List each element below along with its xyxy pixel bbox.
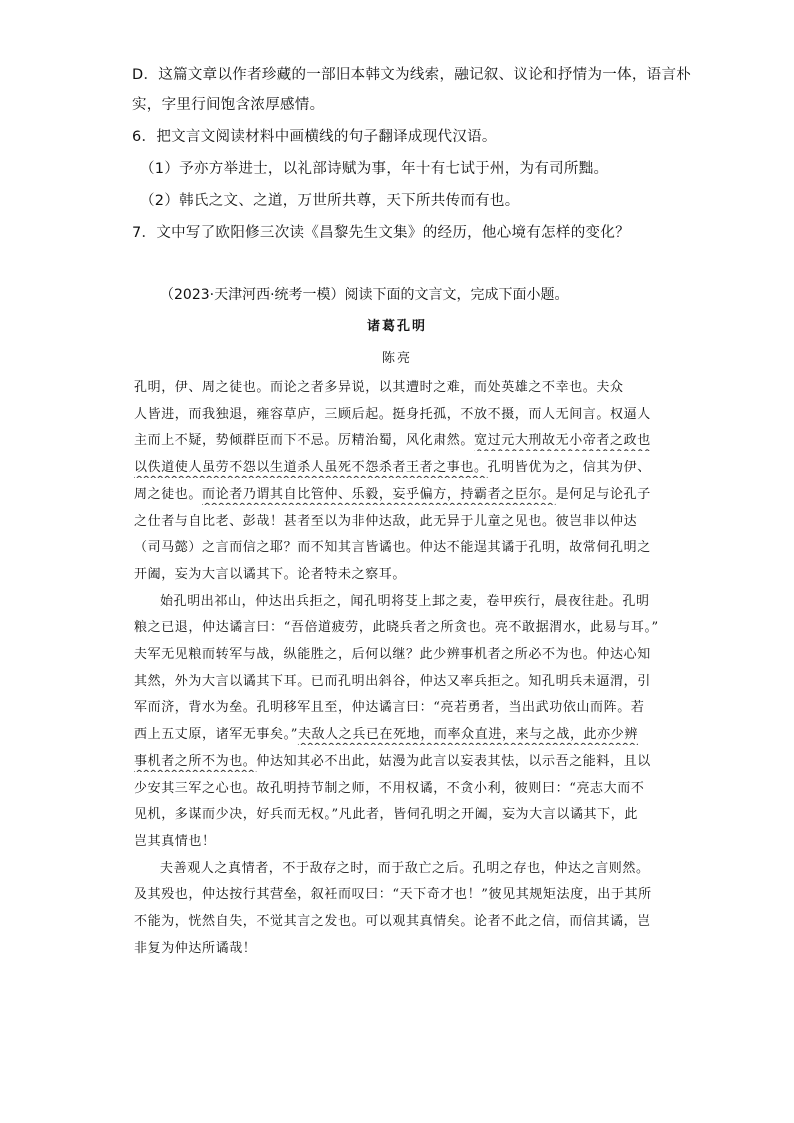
essay-line [134, 538, 664, 558]
essay-text: 非复为仲达所谲哉！ [134, 940, 257, 956]
essay-text: 夫军无见粮而转军与战，纵能胜之，后何以继？此少辨事机者之所必不为也。仲达心知 [134, 647, 651, 662]
option-d-line-1: D．这篇文章以作者珍藏的一部旧本韩文为线索，融记叙、议论和抒情为一体，语言朴 [132, 67, 692, 83]
essay-text: 开阖，妄为大言以谲其下。论者特未之察耳。 [134, 566, 407, 582]
essay-line [134, 885, 664, 905]
option-d-line-2: 实，字里行间饱含浓厚感情。 [132, 97, 325, 113]
question-6: 6．把文言文阅读材料中画横线的句子翻译成现代汉语。 [132, 129, 497, 145]
essay-text: 粮之已退，仲达谲言曰：“吾倍道疲劳，此晓兵者之所贪也。亮不敢据渭水，此易与耳。” [134, 620, 659, 636]
essay-text: 之仕者与自比老、彭哉！甚者至以为非仲达敌，此无异于儿童之见也。彼岂非以仲达 [134, 513, 638, 529]
essay-line [134, 512, 664, 532]
underlined-sentence: 夫敌人之兵已在死地，而率众直进，来与之战，此亦少辨 [297, 727, 638, 743]
essay-line [134, 458, 664, 478]
essay-text: 少安其三军之心也。故孔明持节制之师，不用权谲，不贪小利，彼则曰：“亮志大而不 [134, 780, 645, 796]
essay-text: 孔明，伊、周之徒也。而论之者多异说，以其遭时之难，而处英雄之不幸也。夫众 [134, 380, 624, 395]
question-6-part-2: （2）韩氏之文、之道，万世所共尊，天下所共传而有也。 [140, 193, 520, 209]
essay-line [134, 725, 664, 745]
question-7: 7．文中写了欧阳修三次读《昌黎先生文集》的经历，他心境有怎样的变化？ [132, 225, 630, 241]
essay-text: 孔明皆优为之，信其为伊、 [487, 460, 651, 476]
essay-line [134, 912, 664, 932]
essay-line [134, 779, 664, 799]
essay-title: 诸葛孔明 [366, 319, 427, 334]
essay-text: 军而济，背水为垒。孔明移军且至，仲达谲言曰：“亮若勇者，当出武功依山而阵。若 [134, 700, 645, 716]
essay-text: 周之徒也。 [134, 486, 203, 502]
essay-text: 及其殁也，仲达按行其营垒，叙衽而叹曰：“天下奇才也！”彼见其规矩法度，出于其所 [134, 887, 652, 903]
underlined-sentence: 以佚道使人虽劳不怨以生道杀人虽死不怨杀者王者之事也。 [134, 460, 488, 476]
essay-line [134, 939, 664, 959]
essay-text: 见机，多谋而少决，好兵而无权。”凡此者，皆伺孔明之开阖，妄为大言以谲其下，此 [134, 807, 638, 823]
essay-text: 仲达知其必不出此，姑漫为此言以妄表其怯，以示吾之能料，且以 [256, 753, 651, 769]
essay-line [134, 431, 664, 451]
passage-intro: （2023·天津河西·统考一模）阅读下面的文言文，完成下面小题。 [160, 287, 569, 303]
essay-text: （司马懿）之言而信之耶？而不知其言皆谲也。仲达不能逞其谲于孔明，故常伺孔明之 [134, 540, 651, 556]
essay-text: 是何足与论孔子 [555, 486, 651, 502]
question-6-part-1: （1）予亦方举进士，以礼部诗赋为事，年十有七试于州，为有司所黜。 [140, 161, 609, 177]
essay-text: 西上五丈原，诸军无事矣。” [134, 727, 298, 743]
essay-text: 不能为，恍然自失，不觉其言之发也。可以观其真情矣。论者不此之信，而信其谲，岂 [134, 914, 651, 929]
essay-text: 其然，外为大言以谲其下耳。已而孔明出斜谷，仲达又率兵拒之。知孔明兵未逼渭，引 [134, 673, 651, 689]
underlined-sentence: 而论者乃谓其自比管仲、乐毅，妄乎偏方，持霸者之臣尔。 [202, 486, 556, 502]
essay-text: 夫善观人之真情者，不于敌存之时，而于敌亡之后。孔明之存也，仲达之言则然。 [160, 860, 650, 876]
essay-line [134, 805, 664, 825]
essay-line [160, 859, 690, 879]
essay-text: 岂其真情也！ [134, 833, 216, 849]
essay-text: 主而上不疑，势倾群臣而下不忌。厉精治蜀，风化肃然。 [134, 433, 475, 449]
underlined-sentence: 事机者之所不为也。 [134, 753, 257, 769]
essay-line [134, 645, 664, 665]
essay-author: 陈亮 [381, 351, 412, 366]
underlined-sentence: 宽过元大刑故无小帝者之政也 [474, 433, 651, 449]
essay-line [134, 405, 664, 425]
essay-text: 始孔明出祁山，仲达出兵拒之，闻孔明将芟上邽之麦，卷甲疾行，晨夜往赴。孔明 [160, 593, 650, 609]
essay-line [134, 378, 664, 398]
essay-line [134, 698, 664, 718]
essay-line [134, 672, 664, 692]
essay-line [160, 592, 690, 612]
essay-line [134, 618, 664, 638]
essay-line [134, 485, 664, 505]
essay-line [134, 832, 664, 852]
essay-line [134, 752, 664, 772]
essay-text: 人皆进，而我独退，雍容草庐，三顾后起。挺身托孤，不放不摄，而人无间言。权逼人 [134, 406, 651, 422]
essay-line [134, 565, 664, 585]
